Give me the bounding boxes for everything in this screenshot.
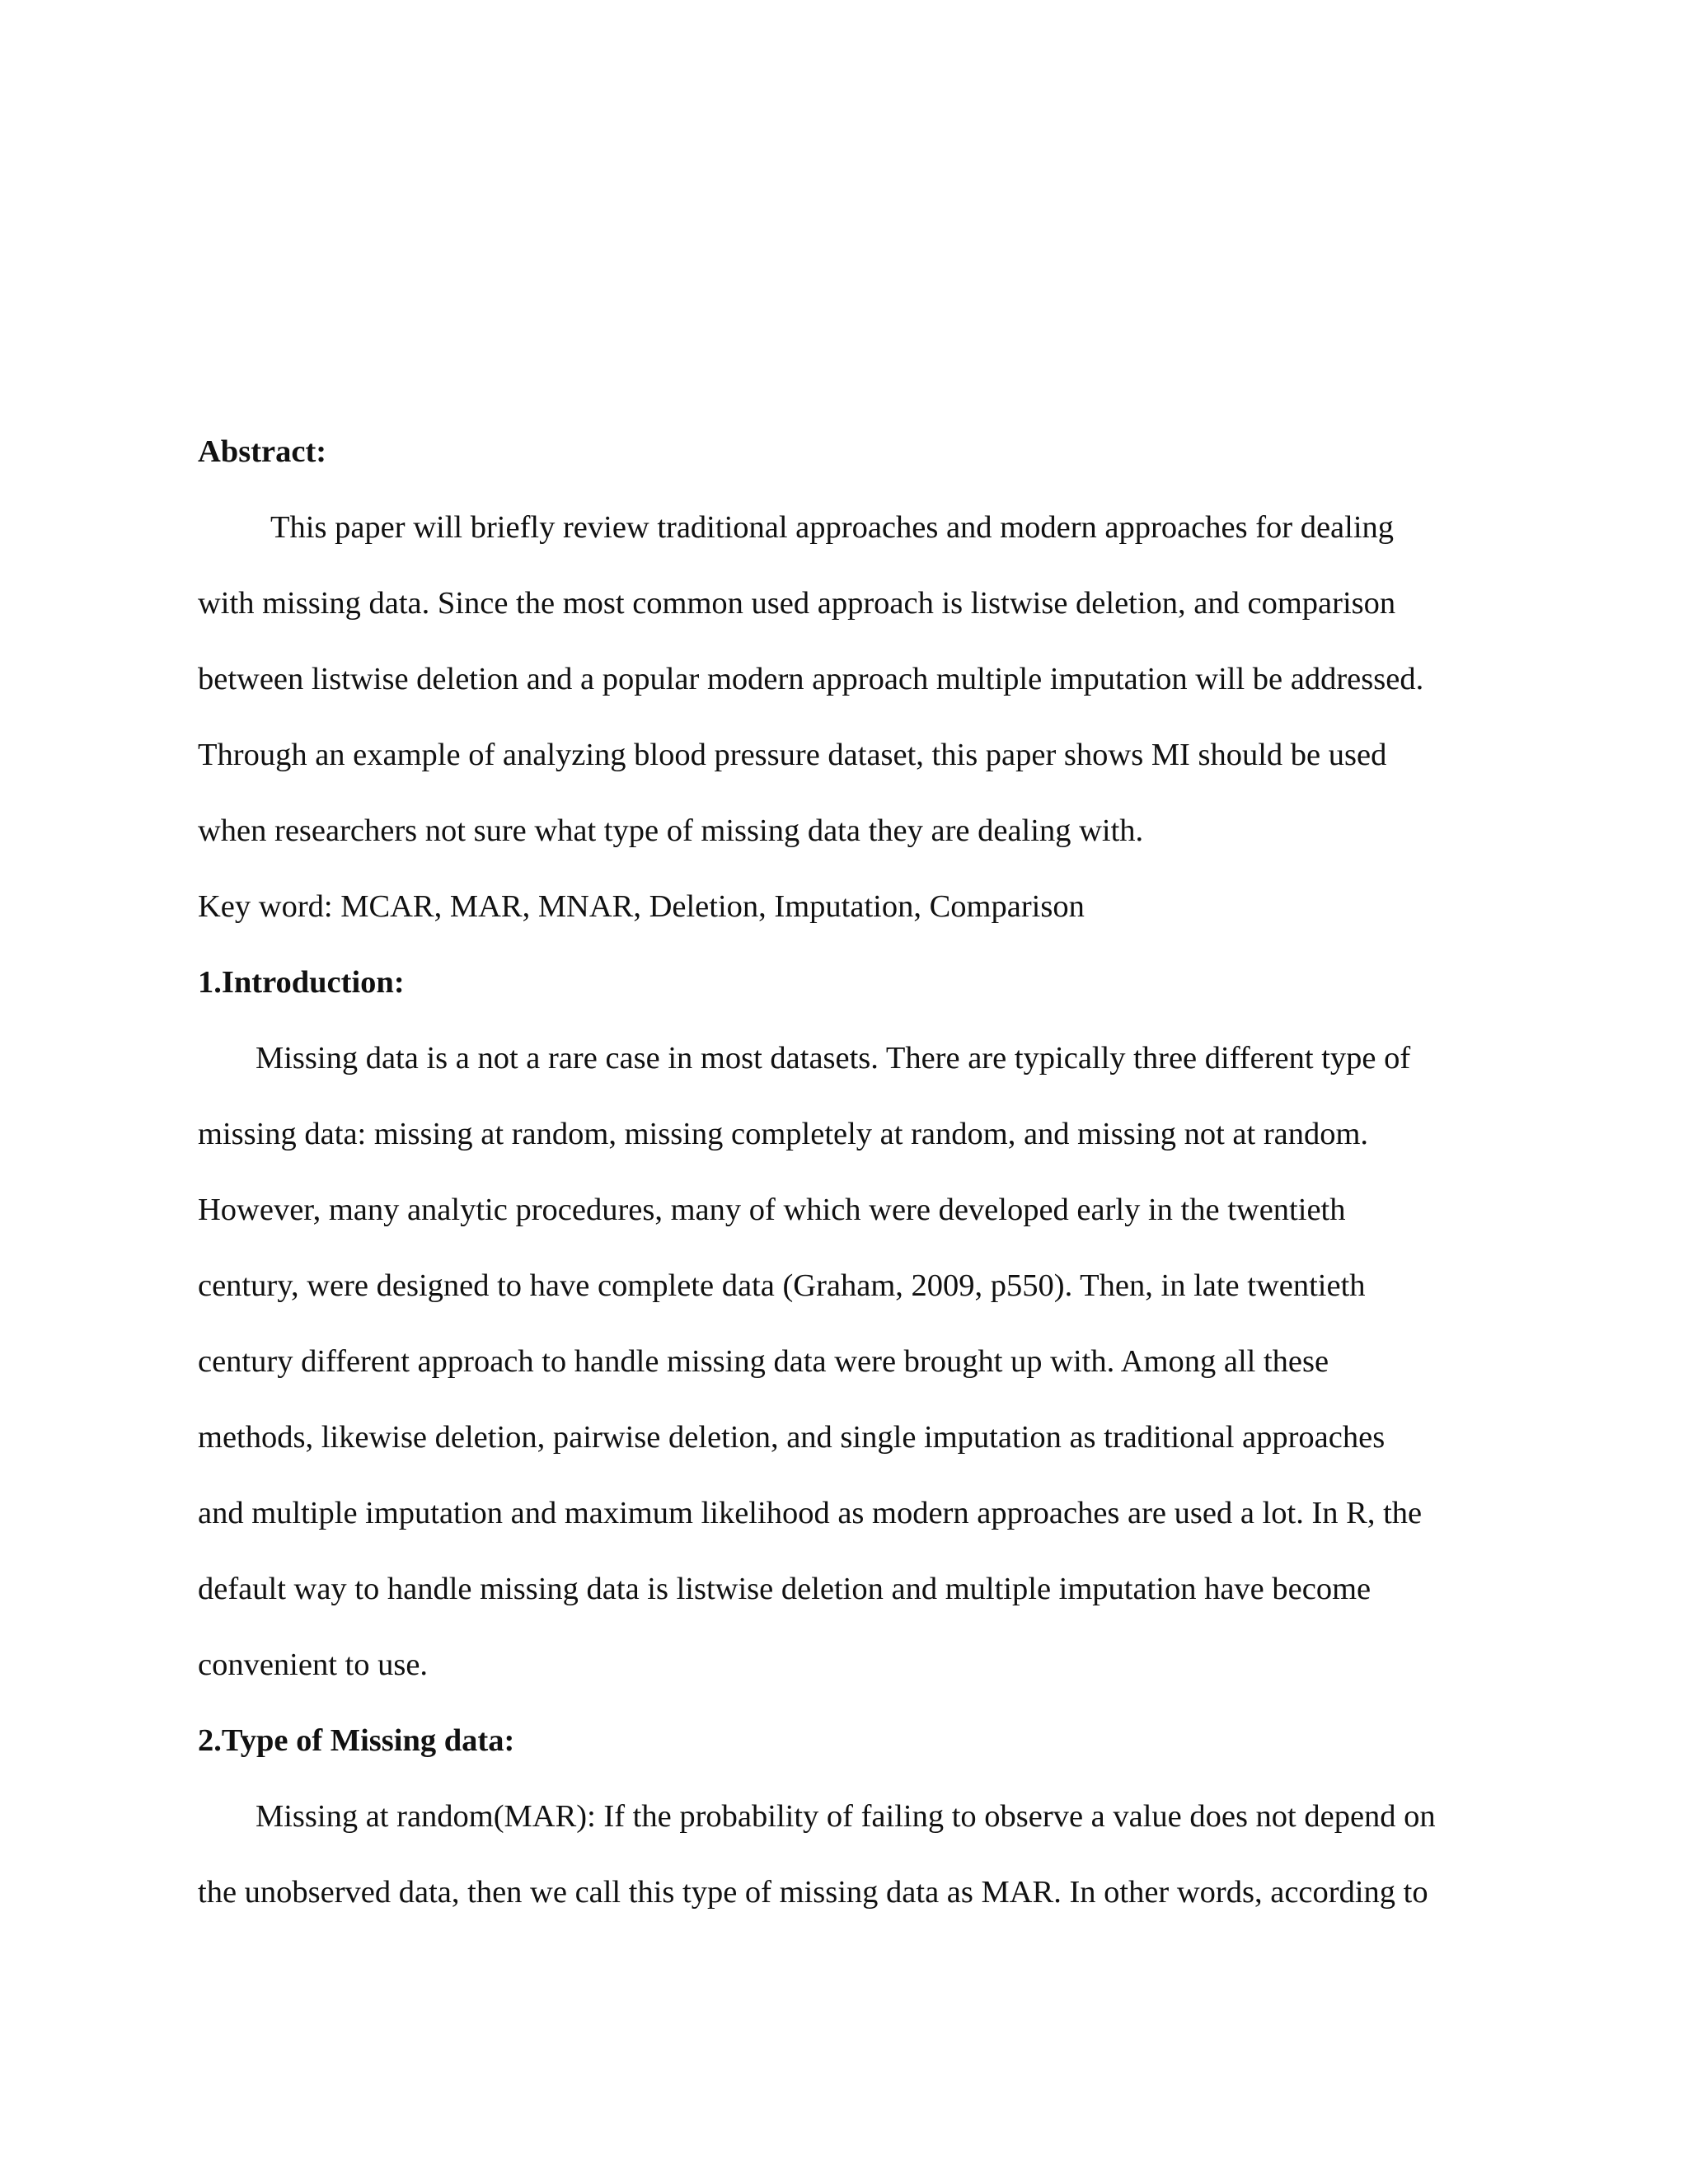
introduction-line: methods, likewise deletion, pairwise deletion, and single imputation as traditional approaches (198, 1420, 1386, 1455)
page-body (198, 414, 1517, 1930)
introduction-line: missing data: missing at random, missing completely at random, and missing not at random. (198, 1117, 1369, 1151)
introduction-line: convenient to use. (198, 1647, 429, 1682)
introduction-line: Missing data is a not a rare case in most datasets. There are typically three different type of (256, 1041, 1411, 1076)
abstract-line: This paper will briefly review traditional approaches and modern approaches for dealing (270, 510, 1395, 545)
abstract-line: with missing data. Since the most common used approach is listwise deletion, and comparison (198, 586, 1396, 621)
missing-data-types-line: the unobserved data, then we call this type of missing data as MAR. In other words, according to (198, 1875, 1428, 1910)
keywords-line: Key word: MCAR, MAR, MNAR, Deletion, Imputation, Comparison (198, 889, 1085, 924)
abstract-line: when researchers not sure what type of missing data they are dealing with. (198, 813, 1144, 848)
introduction-line: and multiple imputation and maximum likelihood as modern approaches are used a lot. In R, the (198, 1496, 1423, 1530)
introduction-line: century, were designed to have complete data (Graham, 2009, p550). Then, in late twentieth (198, 1268, 1366, 1303)
abstract-line: Through an example of analyzing blood pressure dataset, this paper shows MI should be used (198, 738, 1387, 772)
missing-data-types-paragraph (198, 1779, 1517, 1930)
abstract-line: between listwise deletion and a popular modern approach multiple imputation will be addressed. (198, 662, 1424, 696)
missing-data-types-heading: 2.Type of Missing data: (198, 1723, 515, 1758)
introduction-paragraph (198, 1020, 1517, 1703)
introduction-line: However, many analytic procedures, many of which were developed early in the twentieth (198, 1193, 1346, 1227)
introduction-line: century different approach to handle missing data were brought up with. Among all these (198, 1344, 1329, 1379)
introduction-line: default way to handle missing data is listwise deletion and multiple imputation have become (198, 1572, 1372, 1606)
abstract-heading: Abstract: (198, 434, 327, 469)
introduction-heading: 1.Introduction: (198, 965, 405, 1000)
abstract-paragraph (198, 490, 1517, 869)
missing-data-types-line: Missing at random(MAR): If the probability of failing to observe a value does not depend on (256, 1799, 1436, 1834)
